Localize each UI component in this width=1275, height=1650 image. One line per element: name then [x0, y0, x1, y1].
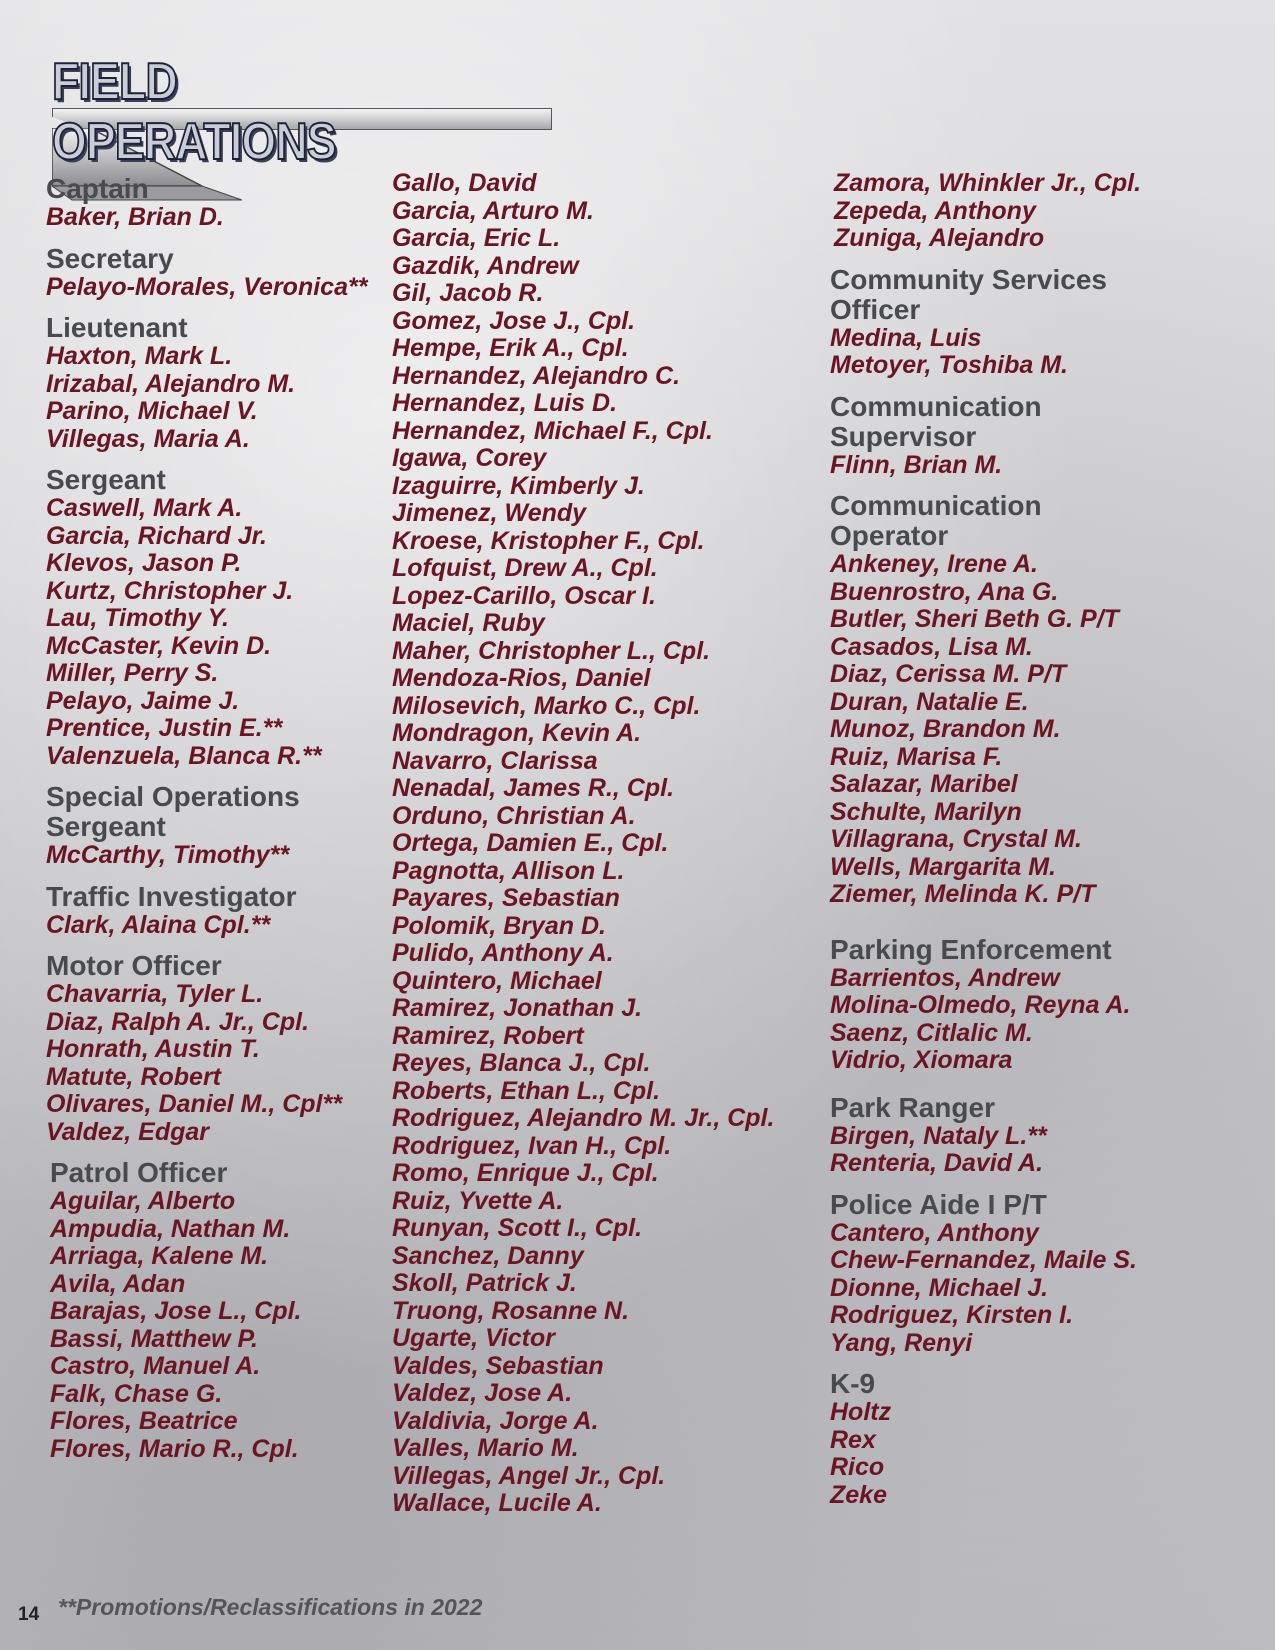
name-item: Pulido, Anthony A. — [392, 939, 614, 967]
name-item: Valdivia, Jorge A. — [392, 1406, 599, 1435]
name-item: Butler, Sheri Beth G. P/T — [830, 605, 1119, 633]
name-item: Saenz, Citlalic M. — [830, 1018, 1033, 1047]
name-item: Valdez, Jose A. — [392, 1379, 573, 1407]
name-item: Chew-Fernandez, Maile S. — [830, 1246, 1138, 1274]
group-heading: Park Ranger — [830, 1091, 995, 1123]
name-item: Valdez, Edgar — [46, 1117, 210, 1146]
group-heading: Police Aide I P/T — [830, 1188, 1047, 1220]
name-item: Zeke — [830, 1480, 887, 1509]
group-secretary — [46, 244, 406, 302]
name-item: Klevos, Jason P. — [46, 549, 242, 577]
name-item: Valenzuela, Blanca R.** — [46, 741, 322, 770]
name-item: Kroese, Kristopher F., Cpl. — [392, 526, 705, 555]
name-item: Gazdik, Andrew — [392, 251, 579, 280]
name-item: Gallo, David — [392, 169, 537, 197]
group-heading: Captain — [46, 173, 149, 204]
group-sergeant — [46, 465, 406, 770]
group-park-ranger — [830, 1093, 1270, 1178]
name-item: Irizabal, Alejandro M. — [46, 369, 296, 398]
name-item: Pelayo-Morales, Veronica** — [46, 272, 368, 301]
name-item: Baker, Brian D. — [46, 203, 224, 231]
group-heading: Parking Enforcement — [830, 933, 1112, 965]
name-item: Ruiz, Marisa F. — [830, 742, 1003, 771]
name-item: Orduno, Christian A. — [392, 801, 636, 830]
name-item: Ugarte, Victor — [392, 1324, 556, 1352]
name-item: Prentice, Justin E.** — [46, 714, 283, 742]
name-item: Garcia, Arturo M. — [392, 196, 594, 225]
name-item: Duran, Natalie E. — [830, 687, 1029, 716]
name-item: Bassi, Matthew P. — [50, 1324, 258, 1353]
name-item: Arriaga, Kalene M. — [50, 1242, 269, 1270]
name-item: Hempe, Erik A., Cpl. — [392, 334, 629, 362]
name-item: Mendoza-Rios, Daniel — [392, 664, 651, 692]
name-item: Mondragon, Kevin A. — [392, 719, 642, 747]
name-item: Ramirez, Robert — [392, 1021, 584, 1050]
name-item: Molina-Olmedo, Reyna A. — [830, 991, 1131, 1019]
name-item: Ruiz, Yvette A. — [392, 1186, 564, 1215]
name-item: Flores, Beatrice — [50, 1407, 238, 1435]
group-captain — [46, 174, 406, 232]
name-item: Runyan, Scott I., Cpl. — [392, 1214, 643, 1242]
page-title: FIELD OPERATIONS — [52, 53, 336, 171]
name-item: Aguilar, Alberto — [50, 1187, 236, 1215]
name-item: Ziemer, Melinda K. P/T — [830, 880, 1096, 908]
name-item: Castro, Manuel A. — [50, 1352, 261, 1380]
name-item: Payares, Sebastian — [392, 884, 620, 912]
name-item: Wallace, Lucile A. — [392, 1489, 602, 1517]
name-item: Buenrostro, Ana G. — [830, 577, 1059, 606]
name-item: Gomez, Jose J., Cpl. — [392, 306, 636, 335]
name-item: Schulte, Marilyn — [830, 797, 1022, 826]
name-item: Roberts, Ethan L., Cpl. — [392, 1076, 661, 1105]
name-item: Olivares, Daniel M., Cpl** — [46, 1090, 342, 1118]
name-item: Milosevich, Marko C., Cpl. — [392, 691, 701, 720]
name-item: Vidrio, Xiomara — [830, 1046, 1013, 1074]
group-heading: Patrol Officer — [50, 1157, 228, 1188]
name-item: Maher, Christopher L., Cpl. — [392, 636, 711, 665]
group-traffic-investigator — [46, 882, 406, 940]
column-3 — [830, 170, 1270, 1521]
name-item: Skoll, Patrick J. — [392, 1269, 577, 1297]
name-item: Barrientos, Andrew — [830, 963, 1060, 992]
name-item: Ankeney, Irene A. — [830, 550, 1038, 578]
name-item: Dionne, Michael J. — [830, 1273, 1049, 1302]
name-item: Flinn, Brian M. — [830, 450, 1003, 479]
name-item: Rex — [830, 1425, 876, 1454]
group-heading: Special Operations Sergeant — [46, 781, 300, 842]
name-item: Truong, Rosanne N. — [392, 1296, 630, 1325]
name-item: Wells, Margarita M. — [830, 852, 1056, 881]
name-item: Quintero, Michael — [392, 966, 602, 995]
name-item: Pagnotta, Allison L. — [392, 856, 625, 885]
name-item: Salazar, Maribel — [830, 770, 1018, 798]
group-heading: Communication Supervisor — [830, 390, 1042, 452]
name-item: Parino, Michael V. — [46, 397, 258, 425]
name-item: Villegas, Angel Jr., Cpl. — [392, 1461, 666, 1490]
name-item: Casados, Lisa M. — [830, 632, 1033, 661]
group-communication-supervisor — [830, 392, 1270, 480]
name-item: Hernandez, Alejandro C. — [392, 361, 681, 390]
name-item: McCarthy, Timothy** — [46, 841, 290, 869]
name-item: Reyes, Blanca J., Cpl. — [392, 1049, 651, 1077]
name-item: Birgen, Nataly L.** — [830, 1121, 1047, 1150]
name-item: Kurtz, Christopher J. — [46, 576, 294, 605]
name-item: Diaz, Cerissa M. P/T — [830, 660, 1067, 688]
group-patrol-officer — [50, 1158, 406, 1463]
name-item: Lau, Timothy Y. — [46, 604, 229, 632]
group-patrol-officer-continued — [392, 170, 832, 1518]
name-item: Zamora, Whinkler Jr., Cpl. — [834, 169, 1142, 197]
name-item: Romo, Enrique J., Cpl. — [392, 1159, 659, 1187]
name-item: Garcia, Richard Jr. — [46, 521, 267, 550]
name-item: Rodriguez, Ivan H., Cpl. — [392, 1131, 672, 1160]
group-heading: Motor Officer — [46, 950, 222, 981]
name-item: Ortega, Damien E., Cpl. — [392, 829, 669, 857]
name-item: Pelayo, Jaime J. — [46, 686, 240, 715]
group-special-operations-sergeant — [46, 782, 406, 870]
name-item: Hernandez, Michael F., Cpl. — [392, 416, 713, 445]
name-item: Rodriguez, Alejandro M. Jr., Cpl. — [392, 1104, 775, 1132]
name-item: Medina, Luis — [830, 323, 982, 352]
name-item: Rico — [830, 1453, 885, 1481]
name-item: Gil, Jacob R. — [392, 279, 544, 307]
name-item: Avila, Adan — [50, 1269, 186, 1298]
group-patrol-officer-continued — [834, 170, 1270, 253]
group-heading: K-9 — [830, 1368, 876, 1399]
name-item: Izaguirre, Kimberly J. — [392, 471, 645, 500]
name-item: Valles, Mario M. — [392, 1434, 579, 1462]
name-item: Maciel, Ruby — [392, 609, 545, 637]
name-item: Sanchez, Danny — [392, 1241, 584, 1270]
name-item: Haxton, Mark L. — [46, 342, 233, 370]
group-heading: Community Services Officer — [830, 263, 1107, 325]
name-item: Igawa, Corey — [392, 444, 547, 472]
name-item: Lofquist, Drew A., Cpl. — [392, 554, 658, 582]
name-item: Diaz, Ralph A. Jr., Cpl. — [46, 1007, 310, 1036]
name-item: Hernandez, Luis D. — [392, 389, 618, 417]
name-item: Ramirez, Jonathan J. — [392, 994, 643, 1022]
group-heading: Lieutenant — [46, 312, 188, 343]
group-heading: Traffic Investigator — [46, 880, 297, 912]
name-item: Polomik, Bryan D. — [392, 911, 606, 940]
name-item: Clark, Alaina Cpl.** — [46, 910, 271, 939]
name-item: Honrath, Austin T. — [46, 1035, 260, 1063]
name-item: Flores, Mario R., Cpl. — [50, 1434, 299, 1463]
name-item: Zepeda, Anthony — [834, 196, 1036, 225]
name-item: Zuniga, Alejandro — [834, 224, 1045, 252]
name-item: Matute, Robert — [46, 1062, 221, 1091]
name-item: Valdes, Sebastian — [392, 1351, 604, 1380]
column-1 — [46, 174, 406, 1475]
group-k9 — [830, 1369, 1270, 1509]
name-item: Yang, Renyi — [830, 1328, 973, 1357]
name-item: Nenadal, James R., Cpl. — [392, 774, 675, 802]
group-parking-enforcement — [830, 935, 1270, 1075]
name-item: Cantero, Anthony — [830, 1218, 1039, 1247]
name-item: Falk, Chase G. — [50, 1379, 223, 1408]
column-2 — [392, 170, 832, 1530]
group-communication-operator — [830, 491, 1270, 909]
name-item: McCaster, Kevin D. — [46, 631, 272, 660]
page-number: 14 — [18, 1604, 40, 1625]
group-community-services-officer — [830, 265, 1270, 380]
group-lieutenant — [46, 313, 406, 453]
group-heading: Sergeant — [46, 464, 166, 495]
name-item: Munoz, Brandon M. — [830, 715, 1061, 743]
group-motor-officer — [46, 951, 406, 1146]
group-heading: Communication Operator — [830, 490, 1042, 551]
name-item: Miller, Perry S. — [46, 659, 219, 687]
group-police-aide — [830, 1190, 1270, 1358]
footnote: **Promotions/Reclassifications in 2022 — [58, 1594, 483, 1620]
name-item: Garcia, Eric L. — [392, 224, 561, 252]
name-item: Rodriguez, Kirsten I. — [830, 1301, 1074, 1329]
name-item: Jimenez, Wendy — [392, 499, 587, 527]
name-item: Renteria, David A. — [830, 1149, 1044, 1177]
name-item: Villegas, Maria A. — [46, 424, 250, 453]
name-item: Chavarria, Tyler L. — [46, 980, 264, 1008]
name-item: Barajas, Jose L., Cpl. — [50, 1297, 302, 1325]
field-operations-banner — [44, 52, 504, 171]
name-item: Lopez-Carillo, Oscar I. — [392, 581, 656, 610]
name-item: Villagrana, Crystal M. — [830, 825, 1082, 853]
group-heading: Secretary — [46, 242, 174, 274]
name-item: Ampudia, Nathan M. — [50, 1214, 291, 1243]
name-item: Holtz — [830, 1398, 892, 1426]
name-item: Metoyer, Toshiba M. — [830, 351, 1069, 379]
name-item: Caswell, Mark A. — [46, 494, 243, 522]
name-item: Navarro, Clarissa — [392, 746, 598, 775]
